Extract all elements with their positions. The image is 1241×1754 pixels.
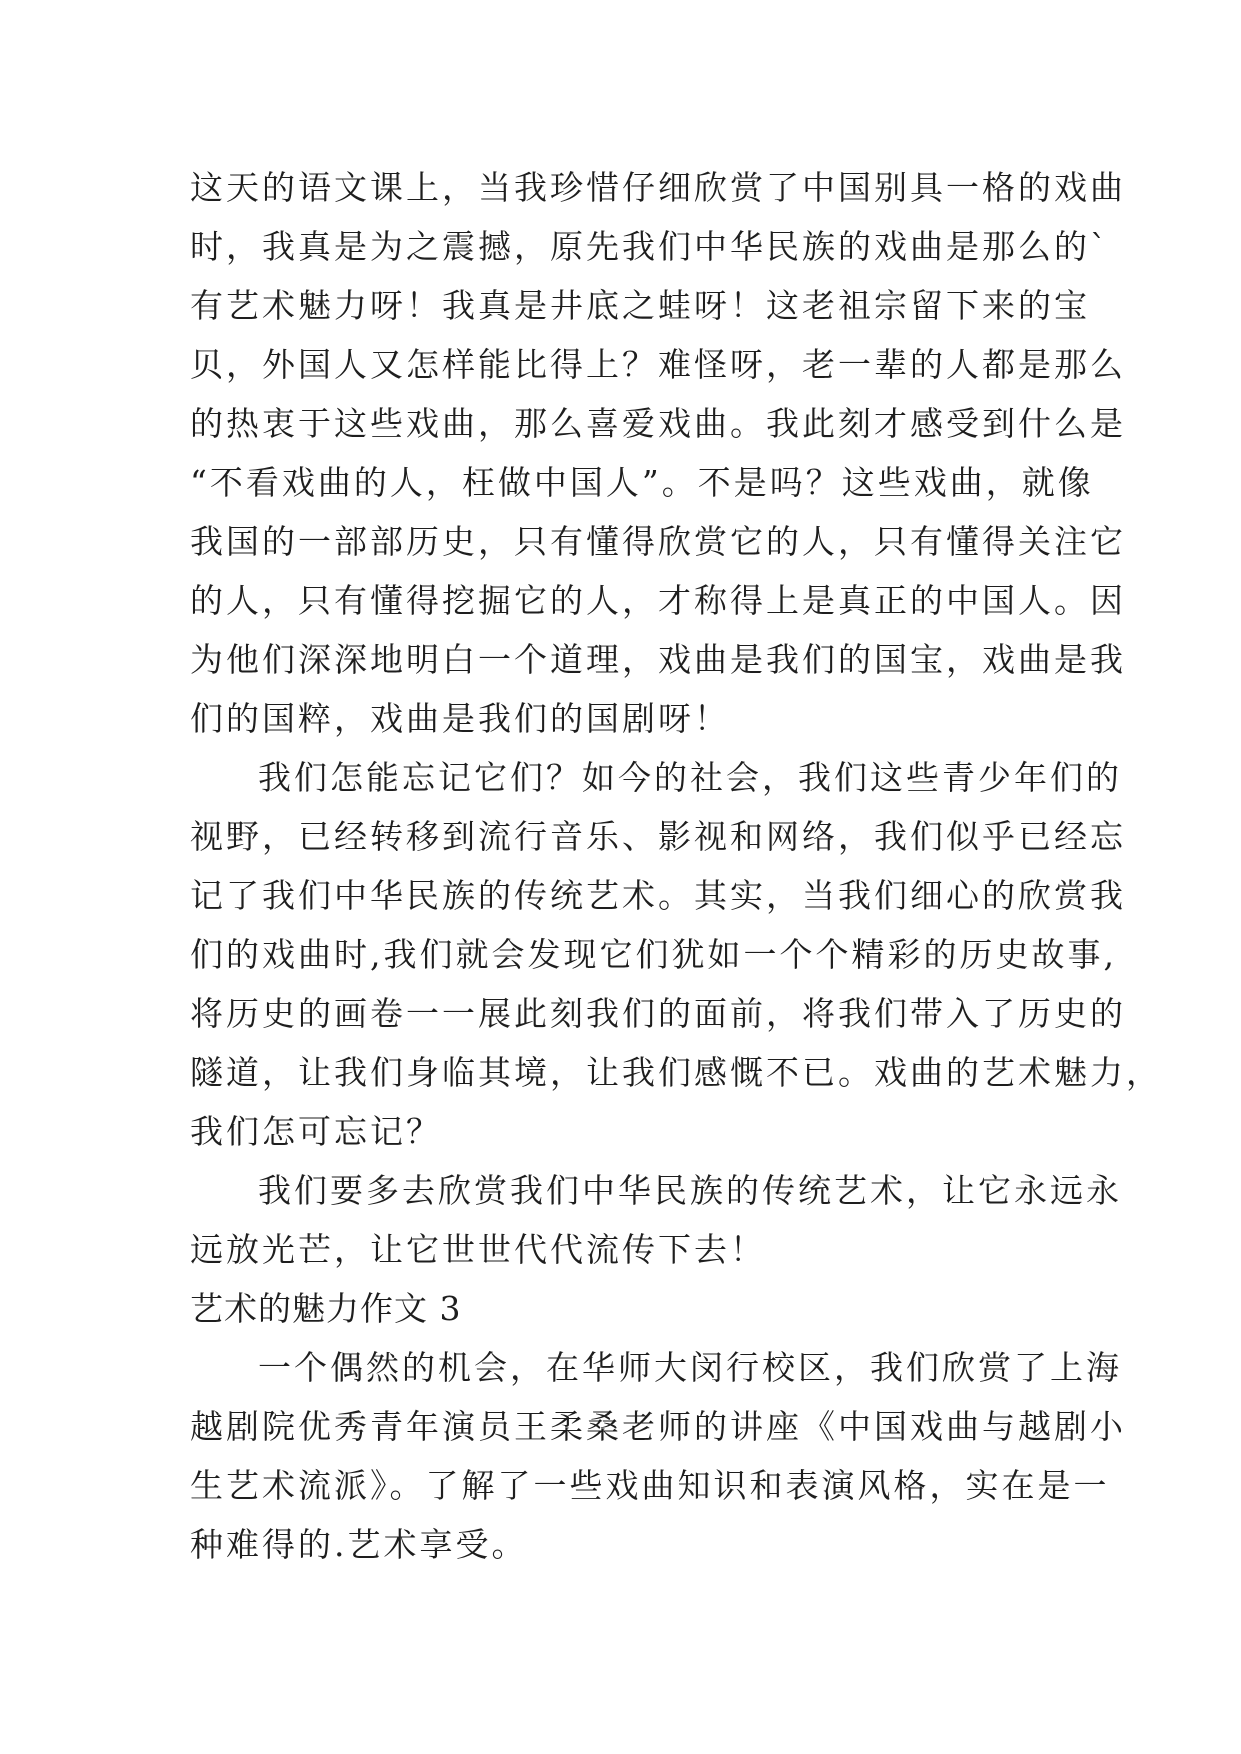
text-line: 贝，外国人又怎样能比得上？难怪呀，老一辈的人都是那么 — [190, 345, 1126, 384]
text-line: 们的国粹，戏曲是我们的国剧呀！ — [190, 699, 730, 738]
text-line: 将历史的画卷一一展此刻我们的面前，将我们带入了历史的 — [190, 994, 1126, 1033]
text-line: “不看戏曲的人，枉做中国人”。不是吗？这些戏曲，就像 — [190, 463, 1094, 502]
text-line: 隧道，让我们身临其境，让我们感慨不已。戏曲的艺术魅力， — [190, 1053, 1162, 1092]
paragraph — [190, 748, 1162, 1161]
paragraph — [190, 1161, 1122, 1279]
text-line: 我们怎能忘记它们？如今的社会，我们这些青少年们的 — [258, 758, 1122, 797]
text-line: 一个偶然的机会，在华师大闵行校区，我们欣赏了上海 — [258, 1348, 1122, 1387]
text-line: 远放光芒，让它世世代代流传下去！ — [190, 1230, 766, 1269]
text-line: 有艺术魅力呀！我真是井底之蛙呀！这老祖宗留下来的宝 — [190, 286, 1090, 325]
text-line: 时，我真是为之震撼，原先我们中华民族的戏曲是那么的` — [190, 227, 1110, 266]
text-line: 我们要多去欣赏我们中华民族的传统艺术，让它永远永 — [258, 1171, 1122, 1210]
text-line: 越剧院优秀青年演员王柔桑老师的讲座《中国戏曲与越剧小 — [190, 1407, 1126, 1446]
text-line: 为他们深深地明白一个道理，戏曲是我们的国宝，戏曲是我 — [190, 640, 1126, 679]
heading-text: 艺术的魅力作文 3 — [190, 1289, 462, 1328]
text-line: 这天的语文课上，当我珍惜仔细欣赏了中国别具一格的戏曲 — [190, 168, 1126, 207]
text-line: 视野，已经转移到流行音乐、影视和网络，我们似乎已经忘 — [190, 817, 1126, 856]
section-heading — [190, 1279, 1050, 1338]
text-line: 的人，只有懂得挖掘它的人，才称得上是真正的中国人。因 — [190, 581, 1126, 620]
text-line: 生艺术流派》。了解了一些戏曲知识和表演风格，实在是一 — [190, 1466, 1110, 1505]
text-line: 们的戏曲时,我们就会发现它们犹如一个个精彩的历史故事, — [190, 935, 1117, 974]
paragraph — [190, 158, 1126, 748]
text-line: 记了我们中华民族的传统艺术。其实，当我们细心的欣赏我 — [190, 876, 1126, 915]
paragraph — [190, 1338, 1126, 1574]
text-line: 的热衷于这些戏曲，那么喜爱戏曲。我此刻才感受到什么是 — [190, 404, 1126, 443]
text-line: 种难得的.艺术享受。 — [190, 1525, 528, 1564]
text-line: 我们怎可忘记？ — [190, 1112, 442, 1151]
document-body — [190, 158, 1162, 1574]
text-line: 我国的一部部历史，只有懂得欣赏它的人，只有懂得关注它 — [190, 522, 1126, 561]
